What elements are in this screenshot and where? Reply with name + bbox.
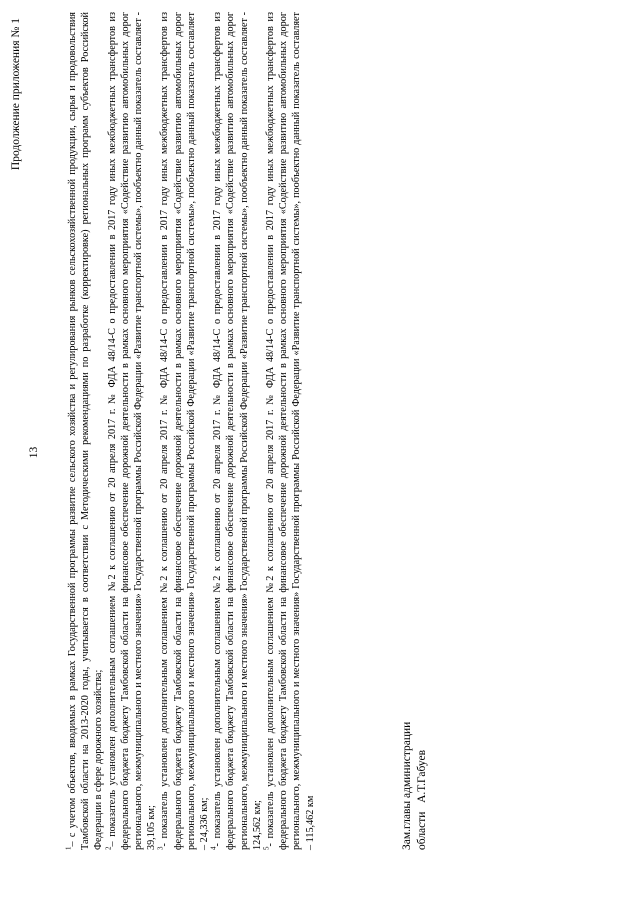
footnote-marker: 4 bbox=[209, 846, 218, 850]
footnote-marker: 5 bbox=[262, 846, 271, 850]
signature-line bbox=[415, 722, 430, 850]
footnote-text: - показатель установлен дополнительным соглашением №2 к соглашению от 20 апреля 2017 г. № ФДА 48/14-С о предоставлении в 2017 году иных межбюджетных трансфертов из федерального бюджета бюджету Тамбовской области на финансовое обеспечение дорожной деятельности в рамках основного мероприятия «Содействие развитию автомобильных дорог регионального, межмуниципального и местного значения» Государственной программы Российской Федерации «Развитие транспортной системы», пообъектно данный показатель составляет – 115,462 км bbox=[265, 12, 316, 850]
appendix-header: Продолжение приложения № 1 bbox=[10, 18, 22, 171]
footnote bbox=[211, 12, 264, 850]
signature-name: А.Т.Габуев bbox=[416, 749, 428, 803]
signature-position: Зам.главы администрации bbox=[401, 721, 413, 850]
footnote bbox=[106, 12, 159, 850]
signature-region: области bbox=[416, 811, 428, 850]
footnote-text: - показатель установлен дополнительным соглашением №2 к соглашению от 20 апреля 2017 г. № ФДА 48/14-С о предоставлении в 2017 году иных межбюджетных трансфертов из федерального бюджета бюджету Тамбовской области на финансовое обеспечение дорожной деятельности в рамках основного мероприятия «Содействие развитию автомобильных дорог регионального, межмуниципального и местного значения» Государственной программы Российской Федерации «Развитие транспортной системы», пообъектно данный показатель составляет – 24,336 км; bbox=[159, 12, 211, 850]
footnote-text: - показатель установлен дополнительным соглашением №2 к соглашению от 20 апреля 2017 г. № ФДА 48/14-С о предоставлении в 2017 году иных межбюджетных трансфертов из федерального бюджета бюджету Тамбовской области на финансовое обеспечение дорожной деятельности в рамках основного мероприятия «Содействие развитию автомобильных дорог регионального, межмуниципального и местного значения» Государственной программы Российской Федерации «Развитие транспортной системы», пообъектно данный показатель составляет - 124,562 км; bbox=[212, 12, 263, 850]
page-number: 13 bbox=[28, 446, 40, 459]
footnote bbox=[158, 12, 211, 850]
footnote-marker: 2 bbox=[104, 846, 113, 850]
footnote-text: – показатель установлен дополнительным соглашением №2 к соглашению от 20 апреля 2017 г. № ФДА 48/14-С о предоставлении в 2017 году иных межбюджетных трансфертов из федерального бюджета бюджету Тамбовской области на финансовое обеспечение дорожной деятельности в рамках основного мероприятия «Содействие развитию автомобильных дорог регионального, межмуниципального и местного значения» Государственной программы Российской Федерации «Развитие транспортной системы», пообъектно данный показатель составляет - 39,105 км; bbox=[106, 12, 158, 850]
footnote bbox=[264, 12, 317, 850]
signature-block bbox=[400, 722, 430, 850]
footnote-text: – с учетом объектов, вводимых в рамках Государственной программы развитие сельского хозяйства и регулирования рынков сельскохозяйственной продукции, сырья и продовольствия Тамбовской области на 2013-2020 годы, учитывается в соответствии с Методическими рекомендациями по разработке (корректировке) региональных программ субъектов Российской Федерации в сфере дорожного хозяйства; bbox=[67, 12, 105, 850]
footnotes bbox=[66, 12, 317, 850]
footnote-marker: 1 bbox=[64, 846, 73, 850]
footnote-marker: 3 bbox=[157, 846, 166, 850]
footnote bbox=[66, 12, 106, 850]
